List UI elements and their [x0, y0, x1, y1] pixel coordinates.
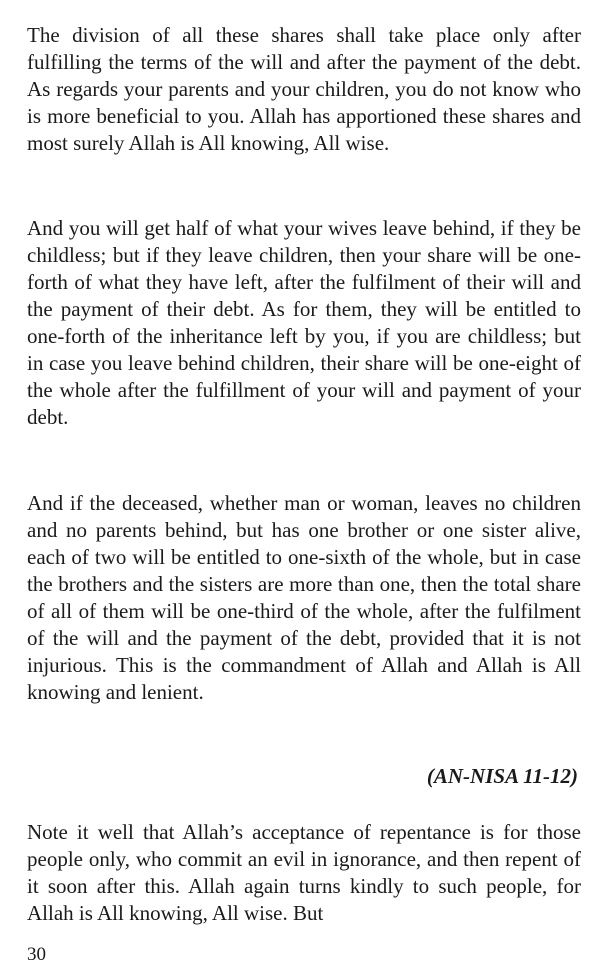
- verse-citation: (AN-NISA 11-12): [426, 764, 578, 788]
- paragraph-siblings-inheritance: And if the deceased, whether man or woman, leaves no children and no parents behind, but has one brother or one sister alive, each of two will be entitled to one-sixth of the whole, but in case the brothers and the sisters are more than one, then the total share of all of them will be one-third of the whole, after the fulfilment of the will and the payment of the debt, provided that it is not injurious. This is the commandment of Allah and Allah is All knowing and lenient.: [27, 491, 581, 704]
- page-number: 30: [27, 944, 46, 965]
- paragraph-division-of-shares: The division of all these shares shall take place only after fulfilling the terms of the will and after the payment of the debt. As regards your parents and your children, you do not know who is more beneficial to you. Allah has apportioned these shares and most surely Allah is All knowing, All wise.: [27, 23, 581, 155]
- paragraph-repentance: Note it well that Allah’s acceptance of repentance is for those people only, who commit an evil in ignorance, and then repent of it soon after this. Allah again turns kindly to such people, for Allah is All knowing, All wise. But: [27, 820, 581, 925]
- paragraph-wives-inheritance: And you will get half of what your wives leave behind, if they be childless; but if they leave children, then your share will be one-forth of what they have left, after the fulfilment of their will and the payment of their debt. As for them, they will be entitled to one-forth of the inheritance left by you, if you are childless; but in case you leave behind children, their share will be one-eight of the whole after the fulfillment of your will and payment of your debt.: [27, 216, 581, 429]
